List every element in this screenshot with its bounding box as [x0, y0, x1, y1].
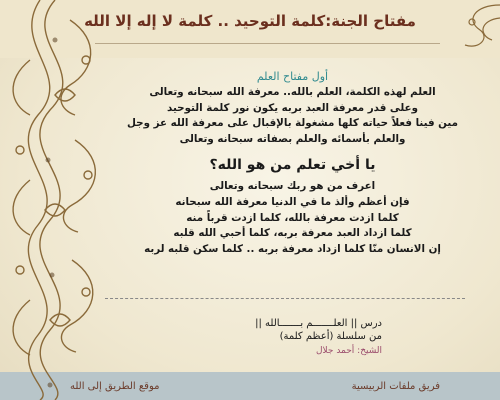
intro-line: العلم لهذه الكلمة، العلم بالله.. معرفة الله سبحانه وتعالى: [149, 86, 436, 98]
series-name: من سلسلة (أعظم كلمة): [279, 331, 382, 342]
corner-flourish-icon: [380, 0, 500, 70]
intro-line: وعلى قدر معرفة العبد بربه يكون نور كلمة التوحيد: [167, 101, 418, 114]
sheikh-name: الشيخ: أحمد جلال: [315, 346, 382, 356]
body-line: كلما ازداد العبد معرفة بربه، كلما أحبي الله قلبه: [173, 227, 412, 240]
credits-block: [172, 318, 382, 356]
dashed-divider: [105, 298, 465, 299]
section-subtitle: أول مفتاح العلم: [256, 70, 329, 83]
body-line: كلما ازدت معرفة بالله، كلما ازدت قرباً منه: [186, 211, 399, 224]
intro-paragraph: [120, 85, 465, 147]
floral-ornament-icon: [0, 0, 110, 400]
intro-line: والعلم بأسمائه والعلم بصفاته سبحانه وتعالى: [179, 132, 406, 145]
body-line: إن الانسان منّا كلما ازداد معرفة بربه .. كلما سكن قلبه لربه: [144, 242, 441, 255]
document-title: مفتاح الجنة:كلمة التوحيد .. كلمة لا إله إلا الله: [84, 12, 416, 30]
body-paragraph: [120, 179, 465, 257]
body-line: اعرف من هو ربك سبحانه وتعالى: [209, 180, 376, 193]
footer-site-name: موقع الطريق إلى الله: [70, 381, 160, 392]
body-line: فإن أعظم وألذ ما في الدنيا معرفة الله سبحانه: [175, 195, 410, 208]
question-heading: يا أخي تعلم من هو الله؟: [209, 157, 376, 174]
title-divider: [95, 43, 440, 44]
main-content: [120, 70, 465, 257]
footer-team-name: فريق ملفات الربيسية: [351, 381, 440, 392]
lesson-title: درس || العلـــــــم بـــــــالله ||: [255, 318, 382, 329]
intro-line: مين فينا فعلاً حياته كلها مشغولة بالإقبال على معرفة الله عز وجل: [126, 117, 459, 130]
